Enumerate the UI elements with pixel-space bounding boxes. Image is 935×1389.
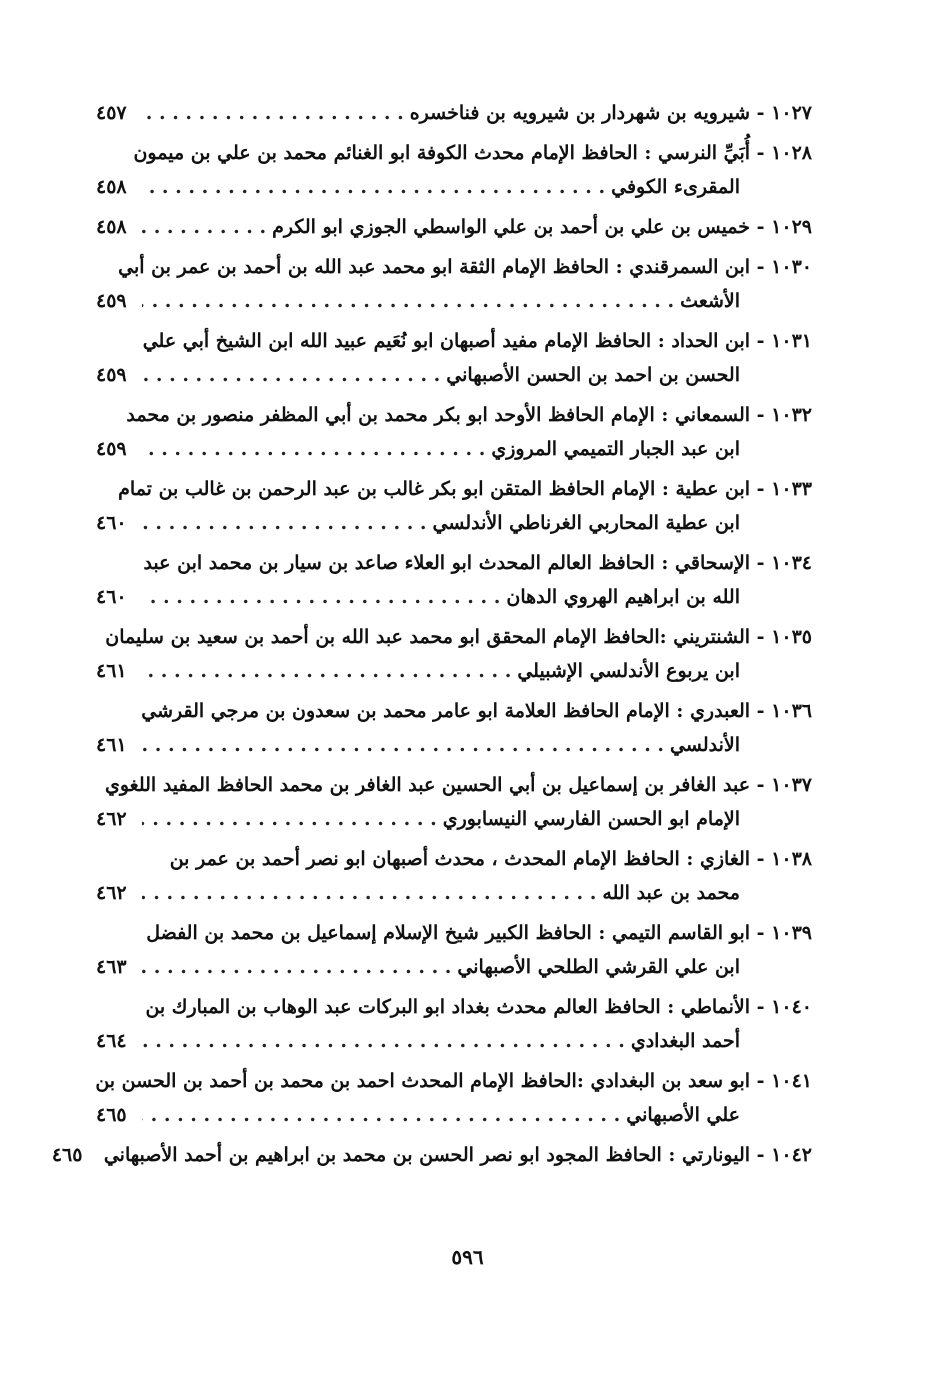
leader-dots: [142, 654, 511, 688]
leader-dots: [142, 950, 451, 984]
index-entry: [96, 694, 812, 762]
entry-page-number: ٤٥٩: [96, 364, 127, 386]
entry-text: الأشعث: [680, 290, 740, 312]
entry-page-number: ٤٦١: [96, 734, 127, 756]
leader-dots: [142, 284, 674, 318]
entry-line: [51, 1138, 812, 1172]
entry-text: ابن عبد الجبار التميمي المروزي: [491, 438, 740, 460]
entry-page-number: ٤٥٨: [96, 176, 127, 198]
entry-text: الله بن ابراهيم الهروي الدهان: [506, 586, 740, 608]
leader-dots: [142, 728, 664, 762]
entry-text: ١٠٣١ - ابن الحداد : الحافظ الإمام مفيد أصبهان ابو نُعَيم عبيد الله ابن الشيخ أبي علي: [142, 330, 812, 352]
index-entry: [96, 96, 812, 130]
entry-line: [96, 136, 812, 170]
entry-continuation-line: [96, 654, 812, 688]
entry-line: [96, 916, 812, 950]
leader-dots: [142, 1098, 620, 1132]
entry-line: [96, 250, 812, 284]
index-entry: [96, 1064, 812, 1132]
entry-text: ١٠٣٢ - السمعاني : الإمام الحافظ الأوحد ابو بكر محمد بن أبي المظفر منصور بن محمد: [126, 404, 812, 426]
entry-line: [96, 768, 812, 802]
entry-text: ١٠٣٠ - ابن السمرقندي : الحافظ الإمام الثقة ابو محمد عبد الله بن أحمد بن عمر بن أبي: [118, 256, 812, 278]
entry-text: محمد بن عبد الله: [602, 882, 740, 904]
entry-line: [96, 990, 812, 1024]
entry-page-number: ٤٦٢: [96, 882, 127, 904]
entry-page-number: ٤٦٤: [96, 1030, 127, 1052]
entry-continuation-line: [96, 358, 812, 392]
leader-dots: [142, 580, 500, 614]
entry-text: ١٠٣٩ - ابو القاسم التيمي : الحافظ الكبير شيخ الإسلام إسماعيل بن محمد بن الفضل: [146, 922, 812, 944]
entry-continuation-line: [96, 1098, 812, 1132]
entry-text: الأندلسي: [670, 734, 740, 756]
leader-dots: [142, 432, 485, 466]
entry-page-number: ٤٦٣: [96, 956, 127, 978]
entry-line: [96, 472, 812, 506]
entry-page-number: ٤٦٥: [51, 1144, 83, 1166]
leader-dots: [142, 170, 605, 204]
entry-line: [96, 210, 812, 244]
entry-text: ١٠٤٢ - اليونارتي : الحافظ المجود ابو نصر الحسن بن محمد بن ابراهيم بن أحمد الأصبهاني: [103, 1144, 812, 1166]
index-entry: [96, 250, 812, 318]
leader-dots: [142, 210, 266, 244]
leader-dots: [142, 1024, 625, 1058]
entry-text: ١٠٤٠ - الأنماطي : الحافظ العالم محدث بغداد ابو البركات عبد الوهاب بن المبارك بن: [145, 996, 812, 1018]
entry-line: [96, 398, 812, 432]
entry-continuation-line: [96, 950, 812, 984]
entry-text: ١٠٣٨ - الغازي : الحافظ الإمام المحدث ، محدث أصبهان ابو نصر أحمد بن عمر بن: [169, 848, 812, 870]
entry-line: [96, 694, 812, 728]
leader-dots: [142, 358, 440, 392]
entry-page-number: ٤٦١: [96, 660, 127, 682]
entry-text: علي الأصبهاني: [626, 1104, 740, 1126]
entry-text: ١٠٣٦ - العبدري : الإمام الحافظ العلامة ابو عامر محمد بن سعدون بن مرجي القرشي: [141, 700, 812, 722]
entry-text: ١٠٣٥ - الشنتريني :الحافظ الإمام المحقق ابو محمد عبد الله بن أحمد بن سعيد بن سليمان: [105, 626, 812, 648]
index-entry: [96, 842, 812, 910]
entry-text: ١٠٣٣ - ابن عطية : الإمام الحافظ المتقن ابو بكر غالب بن عبد الرحمن بن غالب بن تمام: [118, 478, 812, 500]
entry-text: الحسن بن احمد بن الحسن الأصبهاني: [446, 364, 740, 386]
index-page: [51, 96, 812, 1178]
index-entry: [96, 398, 812, 466]
entry-continuation-line: [96, 170, 812, 204]
entry-page-number: ٤٥٨: [96, 216, 127, 238]
index-entry: [51, 1138, 812, 1172]
entry-text: ١٠٤١ - ابو سعد بن البغدادي :الحافظ الإمام المحدث احمد بن محمد بن أحمد بن الحسن بن: [95, 1070, 812, 1092]
entry-text: ابن عطية المحاربي الغرناطي الأندلسي: [432, 512, 740, 534]
entry-text: ابن يربوع الأندلسي الإشبيلي: [517, 660, 740, 682]
entry-continuation-line: [96, 1024, 812, 1058]
entry-text: ابن علي القرشي الطلحي الأصبهاني: [457, 956, 740, 978]
entry-text: ١٠٢٨ - أُبَيِّ النرسي : الحافظ الإمام محدث الكوفة ابو الغنائم محمد بن علي بن ميمون: [133, 142, 812, 164]
entry-line: [96, 1064, 812, 1098]
index-entry: [96, 546, 812, 614]
entry-continuation-line: [96, 506, 812, 540]
entry-continuation-line: [96, 728, 812, 762]
entry-text: ١٠٢٧ - شيرويه بن شهردار بن شيرويه بن فناخسره: [409, 102, 812, 124]
index-entry: [96, 210, 812, 244]
entry-continuation-line: [96, 432, 812, 466]
index-entry: [96, 472, 812, 540]
index-entry: [96, 768, 812, 836]
entry-page-number: ٤٥٩: [96, 290, 127, 312]
entry-page-number: ٤٦٠: [96, 512, 127, 534]
index-entry: [96, 620, 812, 688]
entry-page-number: ٤٦٥: [96, 1104, 127, 1126]
entry-line: [96, 546, 812, 580]
entry-page-number: ٤٦٠: [96, 586, 127, 608]
index-entry: [96, 990, 812, 1058]
entry-text: ١٠٣٧ - عبد الغافر بن إسماعيل بن أبي الحسين عبد الغافر بن محمد الحافظ المفيد اللغوي: [105, 774, 812, 796]
entry-line: [96, 324, 812, 358]
leader-dots: [142, 506, 427, 540]
entry-text: ١٠٢٩ - خميس بن علي بن أحمد بن علي الواسطي الجوزي ابو الكرم: [272, 216, 812, 238]
entry-text: ١٠٣٤ - الإسحاقي : الحافظ العالم المحدث ابو العلاء صاعد بن سيار بن محمد ابن عبد: [143, 552, 812, 574]
entry-continuation-line: [96, 802, 812, 836]
index-entry: [96, 916, 812, 984]
entry-text: أحمد البغدادي: [630, 1030, 740, 1052]
page-number: ٥٩٦: [451, 1245, 484, 1269]
entry-line: [96, 842, 812, 876]
entry-line: [96, 96, 812, 130]
entry-page-number: ٤٥٧: [96, 102, 127, 124]
entry-text: الإمام ابو الحسن الفارسي النيسابوري: [442, 808, 740, 830]
leader-dots: [142, 96, 404, 130]
entry-continuation-line: [96, 876, 812, 910]
entry-page-number: ٤٦٢: [96, 808, 127, 830]
index-entry: [96, 324, 812, 392]
entry-continuation-line: [96, 580, 812, 614]
index-entry: [96, 136, 812, 204]
leader-dots: [142, 876, 596, 910]
leader-dots: [142, 802, 437, 836]
entry-continuation-line: [96, 284, 812, 318]
entry-text: المقرىء الكوفي: [611, 176, 740, 198]
entry-line: [96, 620, 812, 654]
entry-page-number: ٤٥٩: [96, 438, 127, 460]
